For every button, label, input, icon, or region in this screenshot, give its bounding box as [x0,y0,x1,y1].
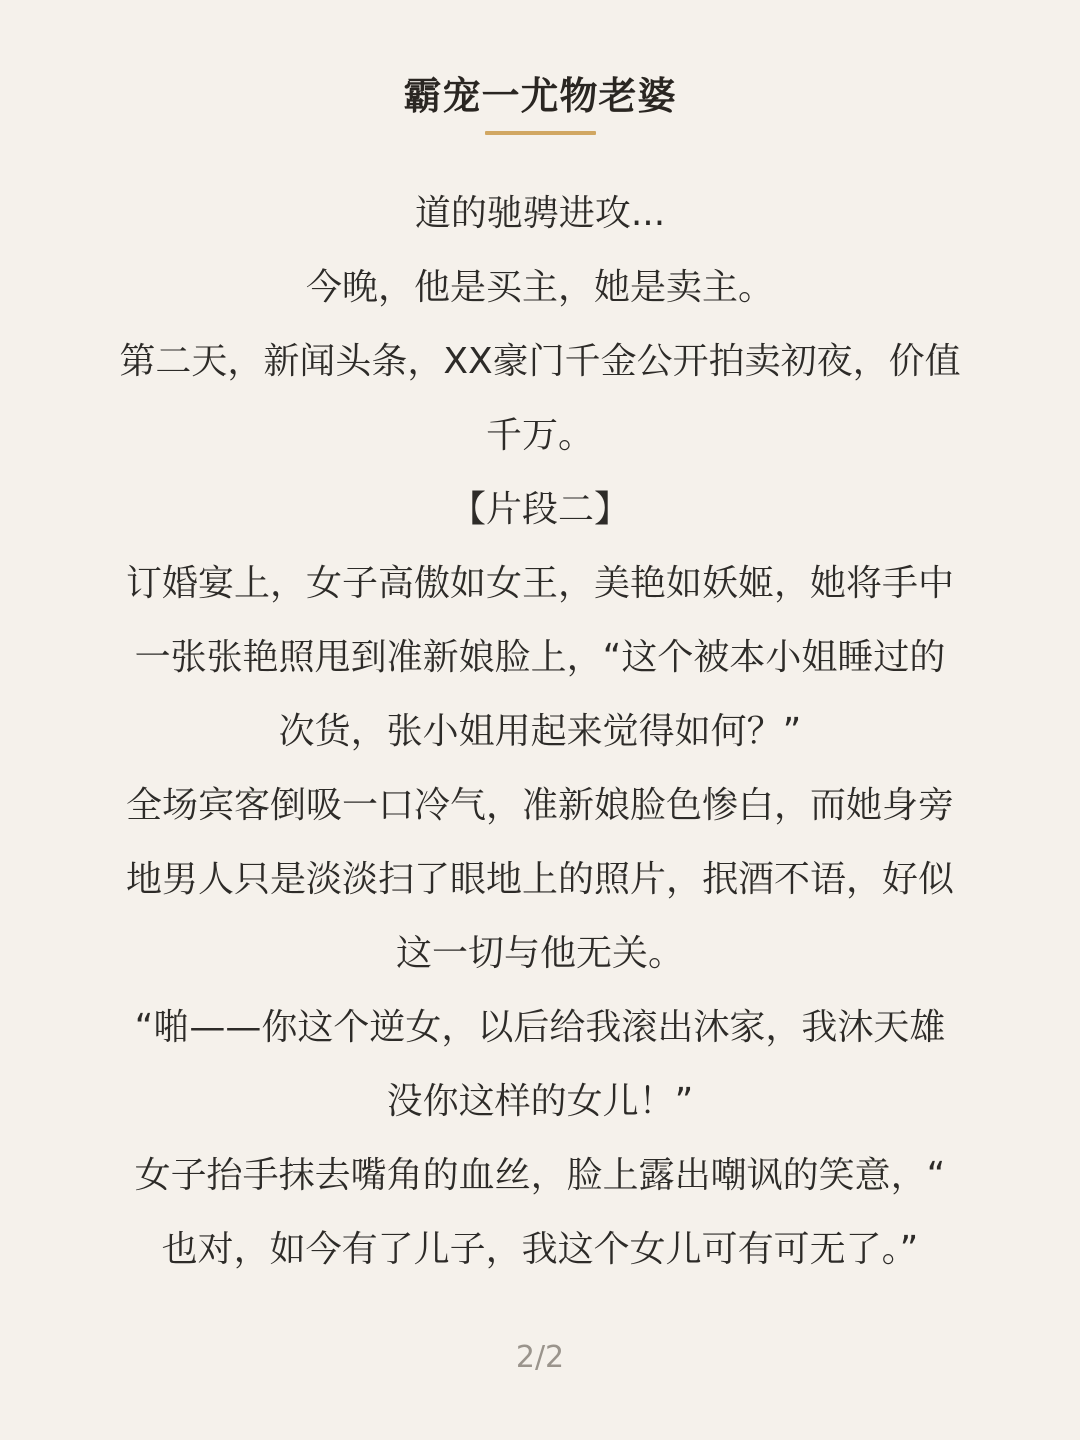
story-line: 第二天，新闻头条，XX豪门千金公开拍卖初夜，价值 [119,341,961,382]
story-line: 也对，如今有了儿子，我这个女儿可有可无了。” [161,1229,919,1270]
story-line: 地男人只是淡淡扫了眼地上的照片，抿酒不语，好似 [125,859,954,900]
page-indicator: 2/2 [515,1340,565,1375]
story-line: 今晚，他是买主，她是卖主。 [305,267,774,308]
story-line: 次货，张小姐用起来觉得如何？” [278,711,802,752]
story-line: 全场宾客倒吸一口冷气，准新娘脸色惨白，而她身旁 [125,785,954,826]
story-body [90,177,990,1287]
story-line: 千万。 [485,415,594,456]
story-line: 没你这样的女儿！” [386,1081,694,1122]
story-line: 一张张艳照甩到准新娘脸上，“这个被本小姐睡过的 [134,637,946,678]
story-line: “啪——你这个逆女，以后给我滚出沐家，我沐天雄 [134,1007,946,1048]
section-heading: 【片段二】 [449,489,630,530]
story-line: 订婚宴上，女子高傲如女王，美艳如妖姬，她将手中 [125,563,954,604]
story-line: 女子抬手抹去嘴角的血丝，脸上露出嘲讽的笑意，“ [134,1155,946,1196]
story-line: 这一切与他无关。 [395,933,684,974]
title-underline [485,131,596,135]
page-title: 霸宠一尤物老婆 [403,74,677,118]
story-line: 道的驰骋进攻... [414,193,666,234]
